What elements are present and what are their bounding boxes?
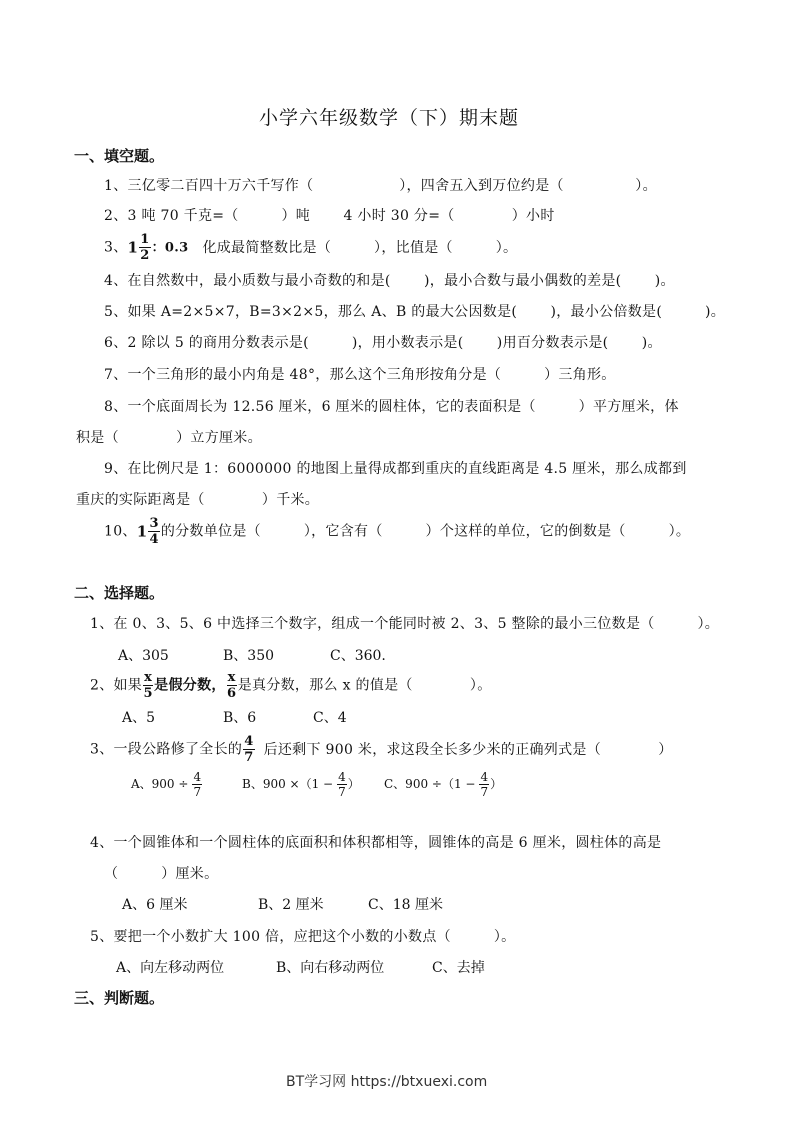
option-text: A、900 ÷: [131, 777, 189, 791]
fill-question-7: 7、一个三角形的最小内角是 48°，那么这个三角形按角分是（ ）三角形。: [104, 367, 616, 383]
option-c: C、360.: [330, 648, 386, 664]
fill-question-6: 6、2 除以 5 的商用分数表示是( )，用小数表示是( )用百分数表示是( )。: [104, 335, 662, 351]
section-heading-judge: 三、判断题。: [74, 989, 165, 1007]
section-heading-fill: 一、填空题。: [74, 147, 165, 165]
fraction: [227, 671, 237, 700]
fraction-denominator: 5: [143, 686, 153, 701]
option-b: B、350: [223, 648, 275, 664]
fraction: [143, 671, 153, 700]
option-a: A、5: [122, 710, 156, 726]
question-number: 3、: [104, 239, 128, 256]
fraction-denominator: 7: [480, 785, 489, 799]
fill-question-9-line2: 重庆的实际距离是（ ）千米。: [76, 492, 320, 508]
option-b: [242, 771, 360, 798]
option-a: A、向左移动两位: [116, 960, 225, 976]
choice-question-4-line1: 4、一个圆锥体和一个圆柱体的底面积和体积都相等，圆锥体的高是 6 厘米，圆柱体的高是: [90, 835, 662, 851]
mixed-number-whole: 1: [127, 238, 139, 257]
fraction: [148, 517, 159, 546]
question-number: 10、: [104, 523, 137, 540]
fill-question-1: 1、三亿零二百四十万六千写作（ ），四舍五入到万位约是（ ）。: [104, 178, 657, 194]
choice-question-2: [90, 671, 492, 700]
fraction-numerator: 4: [338, 770, 346, 784]
mixed-number-whole: 1: [136, 522, 148, 541]
option-b: B、向右移动两位: [276, 960, 385, 976]
question-text: 的分数单位是（ ），它含有（ ）个这样的单位，它的倒数是（ ）。: [160, 523, 691, 540]
question-text-end: 是真分数，那么 x 的值是（ ）。: [237, 677, 492, 694]
fraction-denominator: 7: [193, 785, 202, 799]
choice-question-1: 1、在 0、3、5、6 中选择三个数字，组成一个能同时被 2、3、5 整除的最小三位数是（ ）。: [90, 616, 720, 632]
fill-question-8-line1: 8、一个底面周长为 12.56 厘米，6 厘米的圆柱体，它的表面积是（ ）平方厘米，体: [104, 399, 679, 415]
fraction: [139, 233, 150, 262]
choice-question-5: 5、要把一个小数扩大 100 倍，应把这个小数的小数点（ ）。: [90, 929, 516, 945]
question-text-middle: 是假分数，: [154, 677, 226, 694]
page-title: 小学六年级数学（下）期末题: [259, 107, 520, 129]
option-a: [131, 771, 203, 798]
option-c: C、去掉: [432, 960, 485, 976]
option-c: C、18 厘米: [368, 897, 443, 913]
question-text-end: 后还剩下 900 米，求这段全长多少米的正确列式是（ ）: [263, 741, 673, 758]
ratio-term: ：0.3: [151, 240, 189, 256]
fraction: [192, 771, 202, 798]
fill-question-9-line1: 9、在比例尺是 1：6000000 的地图上量得成都到重庆的直线距离是 4.5 厘米，那么成都到: [104, 461, 687, 477]
fill-question-4: 4、在自然数中，最小质数与最小奇数的和是( )，最小合数与最小偶数的差是( )。: [104, 273, 675, 289]
fraction: [243, 735, 254, 764]
question-text-start: 3、一段公路修了全长的: [90, 741, 243, 758]
fraction-numerator: 4: [244, 734, 254, 749]
question-text: 化成最简整数比是（ ），比值是（ ）。: [202, 239, 518, 256]
fraction-denominator: 2: [140, 248, 150, 263]
option-a: A、6 厘米: [122, 897, 188, 913]
fill-question-2: 2、3 吨 70 千克=（ ）吨 4 小时 30 分=（ ）小时: [104, 208, 555, 224]
fraction-denominator: 7: [338, 785, 346, 799]
fraction-numerator: 4: [193, 770, 202, 784]
fraction-denominator: 6: [227, 686, 237, 701]
option-c: [384, 771, 502, 798]
fraction: [337, 771, 347, 798]
option-text-end: ）: [347, 777, 360, 791]
option-b: B、2 厘米: [258, 897, 324, 913]
option-a: A、305: [118, 648, 169, 664]
option-c: C、4: [313, 710, 347, 726]
section-heading-choice: 二、选择题。: [74, 584, 165, 602]
fraction-numerator: 3: [149, 516, 159, 531]
option-text-end: ）: [490, 777, 503, 791]
choice-question-4-line2: （ ）厘米。: [104, 866, 219, 882]
fraction-denominator: 4: [149, 532, 159, 547]
option-b: B、6: [223, 710, 257, 726]
fraction-numerator: 4: [480, 770, 489, 784]
fraction-denominator: 7: [244, 750, 254, 765]
footer-watermark: BT学习网 https://btxuexi.com: [286, 1074, 488, 1090]
fill-question-5: 5、如果 A=2×5×7，B=3×2×5，那么 A、B 的最大公因数是( )，最小公倍数是( )。: [104, 304, 726, 320]
fill-question-10: [104, 517, 690, 546]
fill-question-3: [104, 233, 517, 262]
choice-question-3: [90, 735, 673, 764]
option-text: C、900 ÷（1 −: [384, 777, 476, 791]
option-text: B、900 ×（1 −: [242, 777, 334, 791]
fraction: [479, 771, 489, 798]
fraction-numerator: x: [144, 670, 153, 685]
fill-question-8-line2: 积是（ ）立方厘米。: [76, 430, 262, 446]
fraction-numerator: 1: [140, 232, 150, 247]
question-text-start: 2、如果: [90, 677, 143, 694]
fraction-numerator: x: [227, 670, 236, 685]
